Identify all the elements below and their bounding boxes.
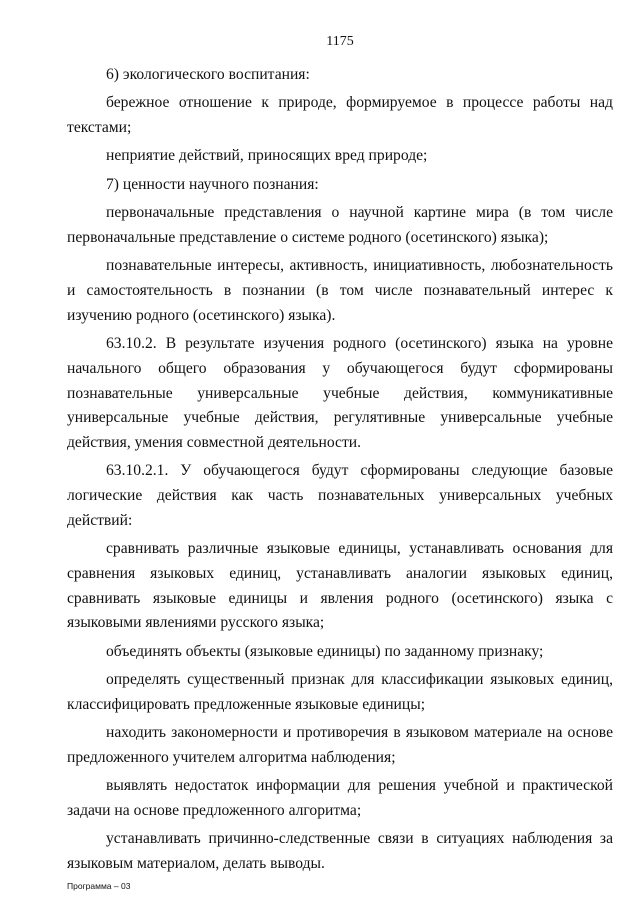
paragraph: устанавливать причинно-следственные связи в ситуациях наблюдения за языковым материалом, делать выводы. — [67, 830, 613, 873]
paragraph: бережное отношение к природе, формируемое в процессе работы над текстами; — [67, 94, 613, 137]
paragraph: неприятие действий, приносящих вред природе; — [106, 147, 428, 165]
page-number: 1175 — [326, 34, 354, 49]
paragraph: находить закономерности и противоречия в языковом материале на основе предложенного учителем алгоритма наблюдения; — [67, 724, 613, 766]
paragraph: определять существенный признак для классификации языковых единиц, классифицировать предложенные языковые единицы; — [67, 671, 613, 713]
paragraph: 7) ценности научного познания: — [106, 175, 319, 193]
paragraph: сравнивать различные языковые единицы, устанавливать основания для сравнения языковых единиц, устанавливать аналогии языковых единиц, сравнивать языковые единицы и явления родного (осетинского) языка с языковыми явлениями русского языка; — [67, 540, 613, 632]
paragraph: 6) экологического воспитания: — [106, 66, 310, 83]
paragraph: 63.10.2.1. У обучающегося будут сформированы следующие базовые логические действия как часть познавательных универсальных учебных действий: — [67, 462, 613, 529]
paragraph: 63.10.2. В результате изучения родного (осетинского) языка на уровне начального общего образования у обучающегося будут сформированы познавательные универсальные учебные действия, коммуникативные универсальные учебные действия, регулятивные универсальные учебные действия, умения совместной деятельности. — [67, 335, 613, 451]
paragraph: первоначальные представления о научной картине мира (в том числе первоначальные представление о системе родного (осетинского) языка); — [67, 204, 613, 246]
paragraph: объединять объекты (языковые единицы) по заданному признаку; — [106, 642, 544, 660]
body-text — [67, 63, 613, 877]
paragraph: познавательные интересы, активность, инициативность, любознательность и самостоятельность в познании (в том числе познавательный интерес к изучению родного (осетинского) языка). — [67, 257, 613, 324]
paragraph: выявлять недостаток информации для решения учебной и практической задачи на основе предложенного алгоритма; — [67, 777, 613, 819]
footer-label: Программа – 03 — [67, 881, 131, 891]
